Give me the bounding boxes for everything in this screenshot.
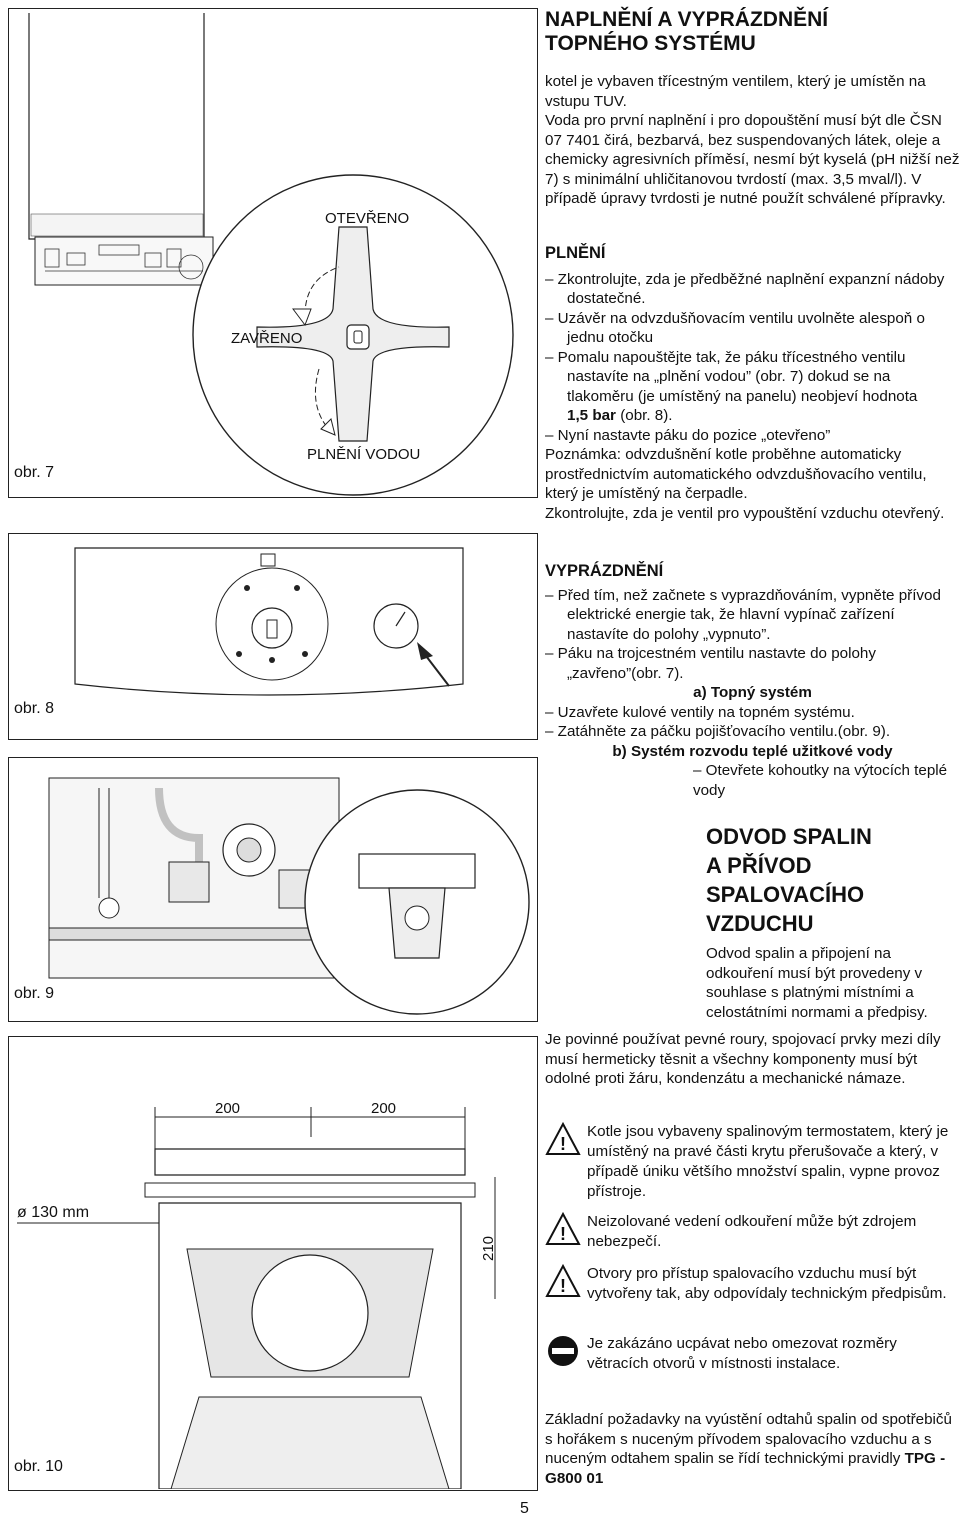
dim-210: 210	[480, 1235, 497, 1261]
svg-text:!: !	[560, 1276, 566, 1296]
figure-9-frame	[8, 757, 538, 1022]
odvod-paragraph-1: Odvod spalin a připojení na odkouření musí být provedeny v souhlase s platnými místními a celostátními normami a předpisy.	[706, 945, 928, 1021]
vyprazdneni-b-item: – Otevřete kohoutky na výtocích teplé vody	[693, 762, 948, 799]
page-number: 5	[520, 1500, 529, 1517]
figure-7-label: obr. 7	[14, 464, 55, 481]
plneni-item-3: – Pomalu napouštějte tak, že páku třícestného ventilu nastavíte na „plnění vodou” (obr. 7) dokud se na tlakoměru (je umístěný na panelu) neobjeví hodnota	[545, 348, 918, 405]
dim-200-right: 200	[371, 1100, 397, 1117]
figure-8-frame	[8, 533, 538, 740]
vyprazdneni-sub-b: b) Systém rozvodu teplé užitkové vody	[612, 742, 893, 760]
section-header	[545, 8, 960, 56]
figure-7-diagram	[9, 9, 536, 496]
figure-9-diagram	[9, 758, 536, 1020]
plneni-note-2: Zkontrolujte, zda je ventil pro vypouštění vzduchu otevřený.	[545, 504, 945, 522]
label-zavreno: ZAVŘENO	[231, 330, 303, 347]
label-plneni-vodou: PLNĚNÍ VODOU	[307, 446, 421, 463]
page-title-line1: NAPLNĚNÍ A VYPRÁZDNĚNÍ	[545, 8, 829, 31]
section-plneni	[545, 244, 960, 523]
plneni-item-1: – Zkontrolujte, zda je předběžné naplnění expanzní nádoby dostatečné.	[545, 270, 945, 307]
warning-2	[545, 1212, 960, 1252]
final-paragraph: Základní požadavky na vyústění odtahů spalin od spotřebičů s hořákem s nuceným přívodem spalovacího vzduchu a s nuceným odtahem spalin se řídí technickými pravidly	[545, 1411, 952, 1467]
warning-1	[545, 1122, 960, 1202]
warning-1-text: Kotle jsou vybaveny spalinovým termostatem, který je umístěný na pravé části krytu přerušovače a který, v případě úniku většího množství spalin, vypne provoz přístroje.	[587, 1123, 949, 1200]
prohibition-icon	[545, 1334, 581, 1368]
plneni-item-4: – Nyní nastavte páku do pozice „otevřeno”	[545, 426, 831, 444]
odvod-paragraph-2-wrap	[545, 1030, 960, 1089]
figure-10-frame	[8, 1036, 538, 1491]
vyprazdneni-a-item-2: – Zatáhněte za páčku pojišťovacího ventilu.(obr. 9).	[545, 723, 891, 740]
figure-9-label: obr. 9	[14, 985, 55, 1002]
warning-triangle-icon	[545, 1264, 581, 1298]
vyprazdneni-sub-a: a) Topný systém	[693, 684, 812, 701]
dim-130mm: ø 130 mm	[17, 1204, 90, 1221]
svg-text:!: !	[560, 1134, 566, 1154]
odvod-heading-3: SPALOVACÍHO	[706, 882, 865, 907]
plneni-pressure-ref: (obr. 8).	[615, 407, 673, 424]
intro-text	[545, 72, 960, 209]
dim-200-left: 200	[215, 1100, 241, 1117]
warning-triangle-icon	[545, 1122, 581, 1156]
intro-paragraph-2: Voda pro první naplnění i pro dopouštění musí být dle ČSN 07 7401 čirá, bezbarvá, bez suspendovaných látek, oleje a chemicky agresivních příměsí, nesmí být kyselá (pH nižší než 7) s minimální uhličitanovou tvrdostí (max. 3,5 mval/l). V případě úpravy tvrdosti je nutné použít schválené přípravky.	[545, 112, 960, 207]
warning-4-text: Je zakázáno ucpávat nebo omezovat rozměry větracích otvorů v místnosti instalace.	[587, 1335, 897, 1372]
section-odvod	[706, 822, 960, 1022]
figure-8-label: obr. 8	[14, 700, 55, 717]
page-title-line2: TOPNÉHO SYSTÉMU	[545, 32, 756, 55]
figure-10-label: obr. 10	[14, 1458, 63, 1475]
section-vyprazdneni	[545, 562, 960, 800]
plneni-pressure-value: 1,5 bar	[567, 407, 616, 424]
warning-2-text: Neizolované vedení odkouření může být zdrojem nebezpečí.	[587, 1213, 917, 1250]
vyprazdneni-a-item-1: – Uzavřete kulové ventily na topném systému.	[545, 703, 855, 721]
odvod-heading-2: A PŘÍVOD	[706, 853, 812, 878]
figure-8-diagram	[9, 534, 536, 738]
final-paragraph-reference: TPG - G800 01	[545, 1450, 946, 1487]
svg-text:!: !	[560, 1224, 566, 1244]
plneni-item-2: – Uzávěr na odvzdušňovacím ventilu uvolněte alespoň o jednu otočku	[545, 309, 925, 346]
vyprazdneni-heading: VYPRÁZDNĚNÍ	[545, 562, 664, 580]
figure-7-frame	[8, 8, 538, 498]
odvod-paragraph-2: Je povinné používat pevné roury, spojovací prvky mezi díly musí hermeticky těsnit a všechny komponenty musí být odolné proti žáru, kondenzátu a mechanické námaze.	[545, 1031, 941, 1087]
label-otevreno: OTEVŘENO	[325, 210, 410, 227]
odvod-heading-1: ODVOD SPALIN	[706, 824, 872, 849]
warning-4	[545, 1334, 960, 1374]
plneni-heading: PLNĚNÍ	[545, 244, 606, 262]
plneni-note-1: Poznámka: odvzdušnění kotle proběhne automaticky prostřednictvím automatického odvzdušňovacího ventilu, který je umístěný na čerpadle.	[545, 446, 927, 502]
warning-3	[545, 1264, 960, 1304]
warning-3-text: Otvory pro přístup spalovacího vzduchu musí být vytvořeny tak, aby odpovídaly technickým předpisům.	[587, 1265, 947, 1302]
vyprazdneni-item-1: – Před tím, než začnete s vyprazdňováním, vypněte přívod elektrické energie tak, že hlavní vypínač zařízení nastavíte do polohy „vypnuto”.	[545, 586, 941, 643]
warning-triangle-icon	[545, 1212, 581, 1246]
figure-10-diagram	[9, 1037, 536, 1489]
final-paragraph-wrap	[545, 1410, 960, 1488]
odvod-heading-4: VZDUCHU	[706, 911, 814, 936]
vyprazdneni-item-2: – Páku na trojcestném ventilu nastavte do polohy „zavřeno”(obr. 7).	[545, 645, 876, 682]
intro-paragraph-1: kotel je vybaven třícestným ventilem, který je umístěn na vstupu TUV.	[545, 73, 926, 110]
